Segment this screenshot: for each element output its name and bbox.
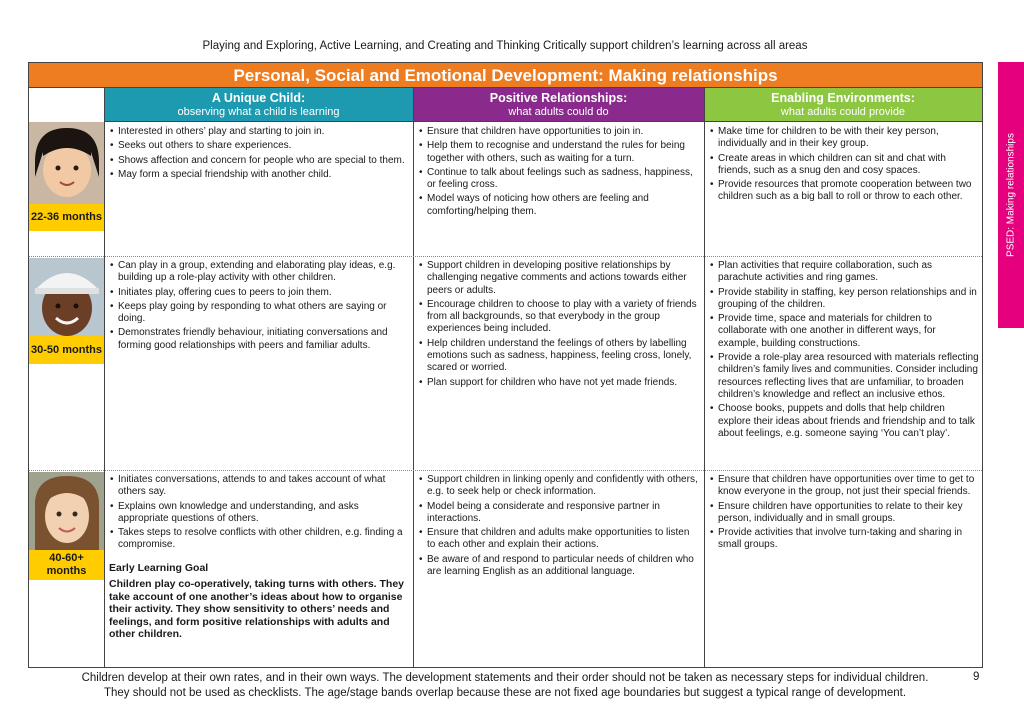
column-subtitle: what adults could do — [508, 106, 609, 118]
column-title: A Unique Child: — [211, 91, 306, 105]
table-title: Personal, Social and Emotional Development: Making relationships — [29, 63, 982, 88]
list-item: • Be aware of and respond to particular needs of children who are learning English as an additional language. — [418, 554, 700, 579]
child-photo-icon — [29, 122, 104, 204]
header-note: Playing and Exploring, Active Learning, and Creating and Thinking Critically support children’s learning across all areas — [202, 40, 808, 52]
page-number: 9 — [973, 671, 980, 683]
list-item: • Make time for children to be with their key person, individually and in their key group. — [709, 126, 979, 151]
column-subtitle: observing what a child is learning — [177, 106, 340, 118]
early-learning-goal-heading: Early Learning Goal — [109, 561, 209, 574]
list-item: • Keeps play going by responding to what others are saying or doing. — [109, 301, 409, 326]
row-divider — [29, 470, 982, 471]
cell-enabling-environments — [709, 260, 979, 442]
list-item: • Ensure children have opportunities to relate to their key person, individually and in small groups. — [709, 501, 979, 526]
list-item: • Interested in others’ play and starting to join in. — [109, 126, 409, 138]
column-header-enabling-environments — [704, 88, 982, 122]
list-item: • Continue to talk about feelings such as sadness, happiness, or feeling cross. — [418, 167, 700, 192]
side-tab — [998, 62, 1024, 328]
list-item: • Plan support for children who have not yet made friends. — [418, 377, 700, 389]
list-item: • Choose books, puppets and dolls that help children explore their ideas about friends and friendship and to talk about feelings, e.g. someone saying ‘You can’t play’. — [709, 403, 979, 440]
list-item: • Seeks out others to share experiences. — [109, 140, 409, 152]
list-item: • May form a special friendship with another child. — [109, 169, 409, 181]
list-item: • Create areas in which children can sit and chat with friends, such as a snug den and cosy spaces. — [709, 153, 979, 178]
list-item: • Provide resources that promote cooperation between two children such as a big ball to roll or throw to each other. — [709, 179, 979, 204]
column-title: Positive Relationships: — [489, 91, 628, 105]
list-item: • Support children in developing positive relationships by challenging negative comments and actions towards either peers or adults. — [418, 260, 700, 297]
cell-enabling-environments — [709, 126, 979, 206]
list-item: • Provide activities that involve turn-taking and sharing in small groups. — [709, 527, 979, 552]
development-table — [28, 62, 983, 668]
list-item: • Support children in linking openly and confidently with others, e.g. to seek help or check information. — [418, 474, 700, 499]
cell-unique-child — [109, 474, 409, 641]
footer-line: They should not be used as checklists. The age/stage bands overlap because these are not fixed age boundaries but suggest a typical range of development. — [103, 686, 907, 699]
cell-unique-child — [109, 260, 409, 354]
age-label: 22-36 months — [29, 204, 104, 231]
side-tab-label: PSED: Making relationships — [1005, 133, 1017, 257]
cell-positive-relationships — [418, 126, 700, 220]
list-item: • Initiates play, offering cues to peers to join them. — [109, 287, 409, 299]
cell-positive-relationships — [418, 474, 700, 580]
list-item: • Encourage children to choose to play with a variety of friends from all backgrounds, so that everybody in the group experiences being included. — [418, 299, 700, 336]
photo-girl — [29, 472, 104, 550]
child-photo-icon — [29, 472, 104, 550]
list-item: • Help children understand the feelings of others by labelling emotions such as sadness, happiness, feeling cross, lonely, scared or worried. — [418, 338, 700, 375]
cell-positive-relationships — [418, 260, 700, 391]
age-label: 40-60+ months — [29, 550, 104, 580]
age-label: 30-50 months — [29, 336, 104, 364]
list-item: • Provide a role-play area resourced with materials reflecting children’s family lives and communities. Consider including resources reflecting lives that are unfamiliar, to broaden children’s knowledge and reflect an inclusive ethos. — [709, 352, 979, 401]
list-item: • Plan activities that require collaboration, such as parachute activities and ring games. — [709, 260, 979, 285]
list-item: • Ensure that children have opportunities to join in. — [418, 126, 700, 138]
list-item: • Takes steps to resolve conflicts with other children, e.g. finding a compromise. — [109, 527, 409, 552]
list-item: • Model being a considerate and responsive partner in interactions. — [418, 501, 700, 526]
footer-note — [0, 671, 1010, 700]
column-divider — [104, 88, 105, 667]
list-item: • Provide time, space and materials for children to collaborate with one another in different ways, for example, building constructions. — [709, 313, 979, 350]
footer-line: Children develop at their own rates, and in their own ways. The development statements and their order should not be taken as necessary steps for individual children. — [81, 672, 929, 684]
list-item: • Demonstrates friendly behaviour, initiating conversations and forming good relationships with peers and familiar adults. — [109, 327, 409, 352]
list-item: • Ensure that children and adults make opportunities to listen to each other and explain their actions. — [418, 527, 700, 552]
list-item: • Ensure that children have opportunities over time to get to know everyone in the group, not just their special friends. — [709, 474, 979, 499]
list-item: • Model ways of noticing how others are feeling and comforting/helping them. — [418, 193, 700, 218]
list-item: • Help them to recognise and understand the rules for being together with others, such as waiting for a turn. — [418, 140, 700, 165]
photo-toddler — [29, 122, 104, 204]
column-divider — [413, 88, 414, 667]
column-header-positive-relationships — [413, 88, 704, 122]
column-subtitle: what adults could provide — [780, 106, 906, 118]
list-item: • Explains own knowledge and understanding, and asks appropriate questions of others. — [109, 501, 409, 526]
early-learning-goal-text: Children play co-operatively, taking turns with others. They take account of one another’s ideas about how to organise their activity. They show sensitivity to others’ needs and feelings, and form positive relationships with adults and other children. — [109, 578, 405, 641]
photo-boy-cap — [29, 258, 104, 336]
row-divider — [29, 256, 982, 257]
column-header-unique-child — [104, 88, 413, 122]
column-divider — [704, 88, 705, 667]
column-title: Enabling Environments: — [771, 91, 915, 105]
list-item: • Can play in a group, extending and elaborating play ideas, e.g. building up a role-play activity with other children. — [109, 260, 409, 285]
cell-unique-child — [109, 126, 409, 183]
cell-enabling-environments — [709, 474, 979, 554]
list-item: • Initiates conversations, attends to and takes account of what others say. — [109, 474, 409, 499]
list-item: • Provide stability in staffing, key person relationships and in grouping of the children. — [709, 287, 979, 312]
list-item: • Shows affection and concern for people who are special to them. — [109, 155, 409, 167]
child-photo-icon — [29, 258, 104, 336]
